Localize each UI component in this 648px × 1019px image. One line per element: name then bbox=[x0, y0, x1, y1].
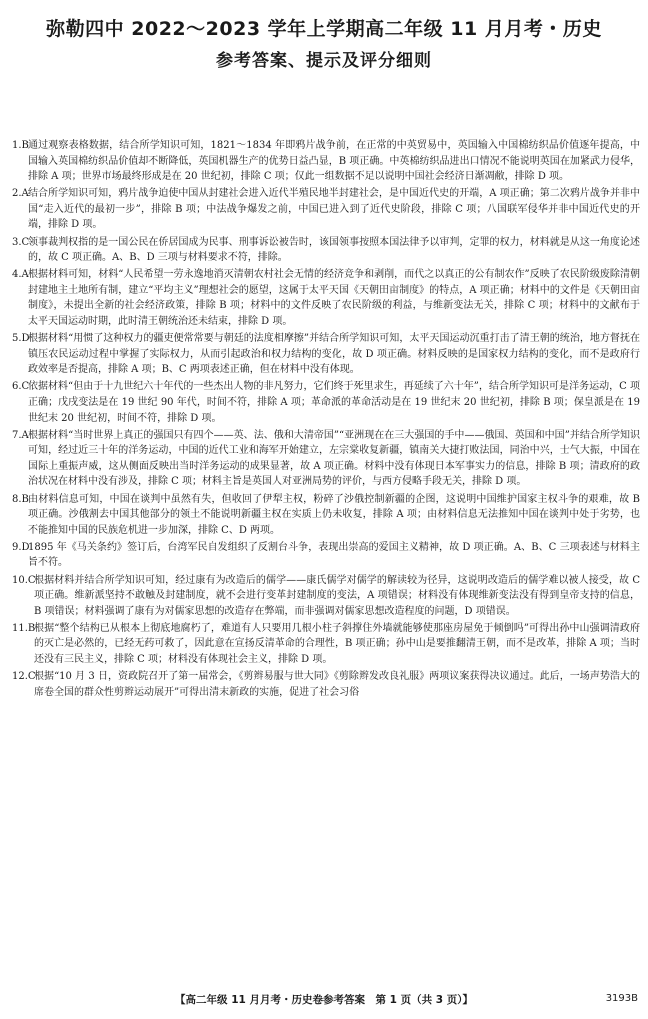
answer-item bbox=[12, 235, 640, 266]
answer-text: 根据材料并结合所学知识可知，经过康有为改造后的儒学——康氏儒学对儒学的解读较为径异，这说明改造后的儒学难以被人接受，故 C 项正确。维新派坚持不敢触及封建制度，就不会进行变革封建制度的变法，A 项错误；材料没有体现维新变法没有得到皇帝支持的信息，B 项错误；材料强调了康有为对儒家思想的改造存在弊端，而非强调对儒家思想改造程度的问题，D 项错误。 bbox=[34, 574, 640, 617]
answer-text: 通过观察表格数据，结合所学知识可知，1821～1834 年即鸦片战争前，在正常的中英贸易中，英国输入中国棉纺织品价值逐年提高，中国输入英国棉纺织品价值却不断降低，英国机器生产的优势日益凸显，B 项正确。中英棉纺织品进出口情况不能说明英国在加紧武力侵华，排除 A 项；世界市场最终形成是在 20 世纪初，排除 C 项；仅此一组数据不足以说明中国社会经济日渐凋敝，排除 D 项。 bbox=[28, 140, 640, 183]
answer-text: 根据材料可知，材料“人民希望一劳永逸地消灭清朝农村社会无情的经济竞争和剥削，而代之以真正的公有制农作”反映了农民阶级废除清朝封建地主土地所有制，建立“平均主义”理想社会的愿望，这属于太平天国《天朝田亩制度》的特点，A 项正确；材料中的文件是《天朝田亩制度》，未提出全新的社会经济政策，排除 B 项；材料中的文件反映了农民阶级的利益，与维新变法无关，排除 C 项；材料中的文献布于太平天国运动时期，此时清王朝统治还未结束，排除 D 项。 bbox=[28, 269, 640, 328]
page-footer: 【高二年级 11 月月考・历史卷参考答案 第 1 页（共 3 页）】 bbox=[175, 994, 473, 1006]
answer-item bbox=[12, 492, 640, 539]
answer-item bbox=[12, 186, 640, 233]
answer-text: 根据“10 月 3 日，资政院召开了第一届常会，《剪辫易服与世大同》《剪除辫发改良礼服》两项议案获得决议通过。此后，一场声势浩大的席卷全国的群众性剪辫运动展开”可得出清末新政的实施，促进了社会习俗 bbox=[34, 671, 640, 698]
answer-item bbox=[12, 540, 640, 571]
answer-text: 根据材料“当时世界上真正的强国只有四个——英、法、俄和大清帝国”“亚洲现在在三大强国的手中——俄国、英国和中国”并结合所学知识可知，经过近三十年的洋务运动，中国的近代工业和海军开始建立，左宗棠收复新疆，镇南关大捷打败法国，同治中兴，士气大振，中国在国际上重振声威，这从侧面反映出当时洋务运动的成果显著，故 A 项正确。材料中没有体现日本军事实力的信息，排除 B 项；清政府的政治状况在材料中没有涉及，排除 C 项；材料主旨是英国人对亚洲局势的评价，与西方侵略手段无关，排除 D 项。 bbox=[28, 429, 640, 488]
answer-text: 根据“整个结构已从根本上彻底地腐朽了，难道有人只要用几根小柱子斜撑住外墙就能够使那座房屋免于倾倒吗”可得出孙中山强调清政府的灭亡是必然的，已经无药可救了，因此意在宣扬反清革命的合理性，B 项正确；孙中山是要推翻清王朝，而不是改革，排除 A 项；当时还没有三民主义，排除 C 项；材料没有体现社会主义，排除 D 项。 bbox=[34, 622, 640, 665]
answer-number: 11.B bbox=[12, 622, 36, 634]
document-code: 3193B bbox=[605, 993, 638, 1004]
answer-list bbox=[12, 138, 640, 702]
answer-item bbox=[12, 138, 640, 185]
answer-number: 10.C bbox=[12, 574, 36, 586]
page-title: 弥勒四中 2022～2023 学年上学期高二年级 11 月月考・历史 bbox=[46, 18, 602, 40]
answer-text: 由材料信息可知，中国在谈判中虽然有失，但收回了伊犁主权，粉碎了沙俄控制新疆的企图，这说明中国维护国家主权斗争的艰难，故 B 项正确。沙俄割去中国其他部分的领土不能说明新疆主权在实质上仍未收复，排除 A 项；由材料信息无法推知中国在谈判中处于劣势，也不能推知中国的民族危机进一步加深，排除 C、D 两项。 bbox=[28, 493, 640, 536]
answer-item bbox=[12, 669, 640, 700]
answer-text: 依据材料“但由于十九世纪六十年代的一些杰出人物的非凡努力，它们终于死里求生，再延续了六十年”，结合所学知识可是洋务运动，C 项正确；戊戌变法是在 19 世纪 90 年代，时间不符，排除 A 项；革命派的革命活动是在 19 世纪末 20 世纪初，排除 B 项；保皇派是在 19 世纪末 20 世纪初，时间不符，排除 D 项。 bbox=[28, 381, 640, 424]
answer-number: 7.A bbox=[12, 429, 29, 441]
answer-number: 3.C bbox=[12, 236, 30, 248]
answer-number: 4.A bbox=[12, 269, 29, 281]
answer-text: 根据材料“用惯了这种权力的疆吏便常常要与朝廷的法度相摩擦”并结合所学知识可知，太平天国运动沉重打击了清王朝的统治，地方督抚在镇压农民运动过程中掌握了实际权力，从而引起政治和权力结构的变化，故 D 项正确。材料反映的是国家权力结构的变化，而不是政府行政效率是否提高，排除 A 项；B、C 两项表述正确，但在材料中没有体现。 bbox=[28, 333, 640, 376]
answer-text: 结合所学知识可知，鸦片战争迫使中国从封建社会进入近代半殖民地半封建社会，是中国近代史的开端，A 项正确；第二次鸦片战争并非中国“走入近代的最初一步”，排除 B 项；中法战争爆发之前，中国已进入到了近代史阶段，排除 C 项；八国联军侵华并非中国近代史的开端，排除 D 项。 bbox=[28, 188, 640, 231]
answer-text: 领事裁判权指的是一国公民在侨居国成为民事、刑事诉讼被告时，该国领事按照本国法律予以审判，定罪的权力，材料就是从这一角度论述的，故 C 项正确。A、B、D 三项与材料要求不符，排除。 bbox=[28, 236, 640, 264]
answer-number: 2.A bbox=[12, 188, 29, 200]
answer-number: 5.D bbox=[12, 333, 30, 345]
answer-item bbox=[12, 621, 640, 668]
answer-number: 6.C bbox=[12, 381, 30, 393]
answer-number: 12.C bbox=[12, 671, 36, 683]
answer-number: 9.D bbox=[12, 541, 30, 553]
answer-item bbox=[12, 331, 640, 378]
answer-number: 8.B bbox=[12, 493, 29, 505]
page-subtitle: 参考答案、提示及评分细则 bbox=[216, 51, 432, 71]
answer-text: 1895 年《马关条约》签订后，台湾军民自发组织了反割台斗争，表现出崇高的爱国主义精神，故 D 项正确。A、B、C 三项表述与材料主旨不符。 bbox=[28, 541, 640, 569]
answer-item bbox=[12, 573, 640, 620]
answer-number: 1.B bbox=[12, 140, 29, 151]
answer-item bbox=[12, 428, 640, 490]
answer-item bbox=[12, 379, 640, 426]
answer-item bbox=[12, 267, 640, 329]
